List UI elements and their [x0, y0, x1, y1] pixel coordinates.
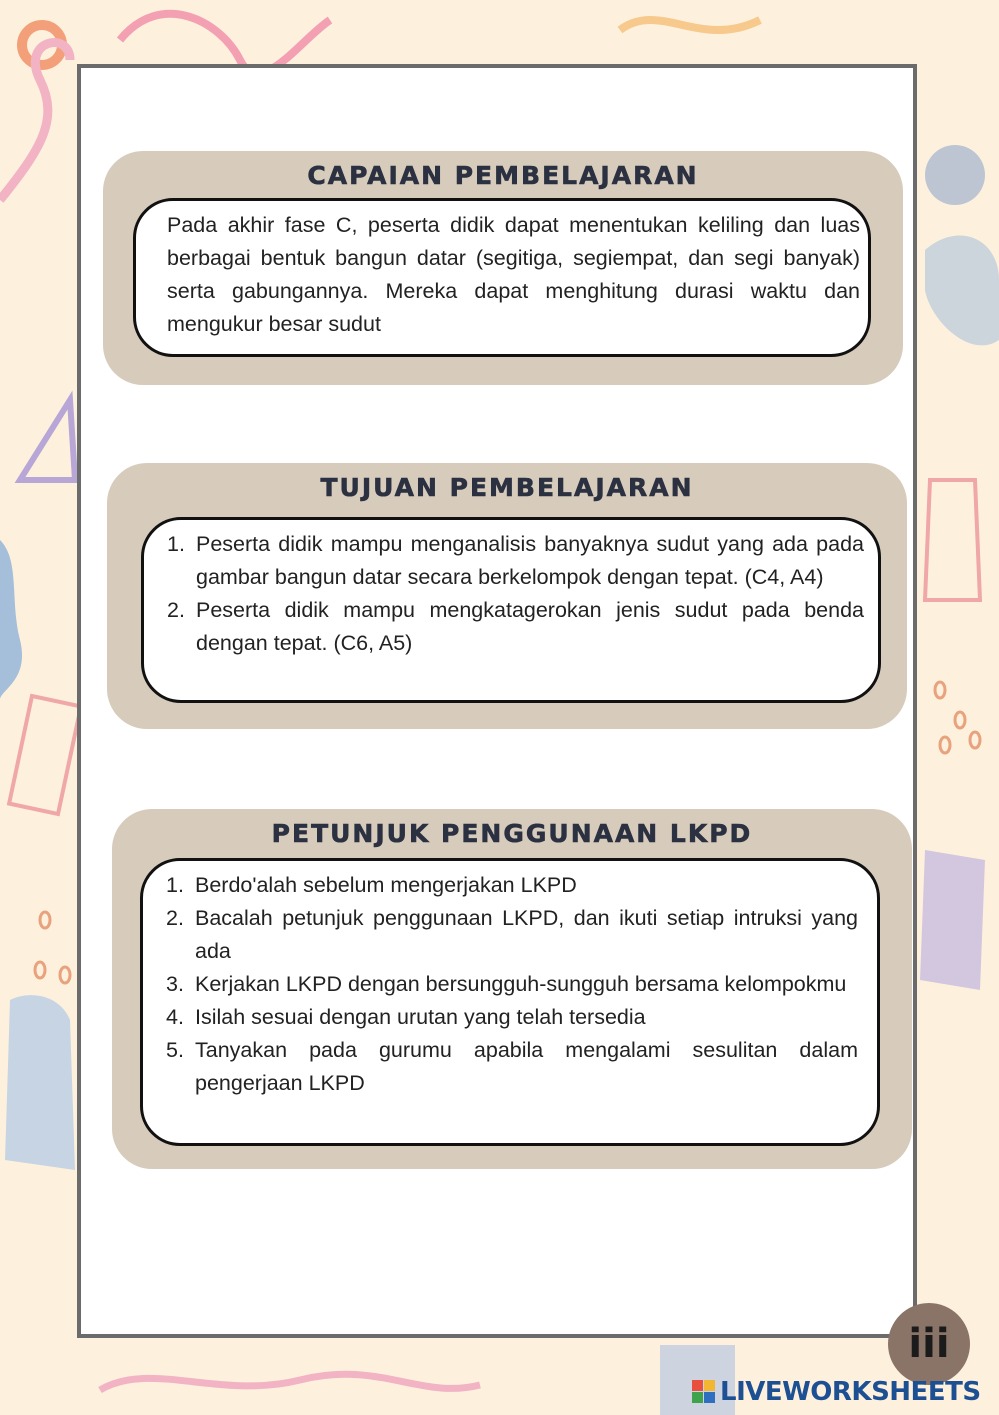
notebook-icon: [9, 696, 81, 814]
list-item-text: Berdo'alah sebelum mengerjakan LKPD: [195, 873, 577, 897]
purple-book-icon: [920, 850, 985, 990]
list-item: [167, 528, 864, 594]
list-item-number: 4.: [166, 1005, 184, 1029]
list-item-number: 2.: [167, 598, 185, 622]
dots-left-icon: [35, 912, 70, 983]
list-item-number: 2.: [166, 906, 184, 930]
list-item: [166, 1034, 858, 1100]
petunjuk-card: [140, 858, 880, 1146]
capaian-paragraph: Pada akhir fase C, peserta didik dapat menentukan keliling dan luas berbagai bentuk bangun datar (segitiga, segiempat, dan segi banyak) serta gabungannya. Mereka dapat menghitung durasi waktu dan mengukur besar sudut: [167, 213, 860, 336]
blue-blob-icon: [925, 145, 985, 205]
list-item: [166, 902, 858, 968]
list-item: [166, 869, 858, 902]
yellow-squiggle-icon: [620, 20, 760, 30]
petunjuk-list: [166, 869, 858, 1100]
backpack-icon: [5, 995, 75, 1170]
page-number-badge: iii: [888, 1303, 970, 1385]
bottom-squiggle-icon: [100, 1374, 480, 1390]
petunjuk-title: PETUNJUK PENGGUNAAN LKPD: [271, 819, 753, 848]
list-item-text: Peserta didik mampu menganalisis banyaknya sudut yang ada pada gambar bangun datar secara berkelompok dengan tepat. (C4, A4): [196, 532, 864, 589]
tujuan-card: [141, 517, 881, 703]
tujuan-panel: [107, 463, 907, 729]
list-item-text: Kerjakan LKPD dengan bersungguh-sungguh bersama kelompokmu: [195, 972, 847, 996]
triangle-ruler-icon: [20, 400, 75, 480]
petunjuk-panel: [112, 809, 912, 1169]
blue-shape-icon: [925, 236, 999, 346]
list-item-number: 5.: [166, 1038, 184, 1062]
tujuan-title: TUJUAN PEMBELAJARAN: [320, 473, 694, 502]
capaian-card: [133, 198, 871, 357]
bottle-icon: [925, 480, 980, 600]
liveworksheets-logo-icon: [692, 1380, 716, 1404]
tujuan-list: [167, 528, 864, 660]
brand-name: LIVEWORKSHEETS: [720, 1377, 981, 1407]
blue-left-blob-icon: [0, 540, 22, 700]
list-item: [166, 1001, 858, 1034]
list-item: [166, 968, 858, 1001]
list-item-text: Isilah sesuai dengan urutan yang telah tersedia: [195, 1005, 646, 1029]
list-item-text: Peserta didik mampu mengkatagerokan jenis sudut pada benda dengan tepat. (C6, A5): [196, 598, 864, 655]
capaian-panel: [103, 151, 903, 385]
list-item-number: 1.: [167, 532, 185, 556]
liveworksheets-brand[interactable]: [692, 1377, 981, 1407]
capaian-title: CAPAIAN PEMBELAJARAN: [307, 161, 699, 190]
list-item-number: 1.: [166, 873, 184, 897]
list-item-number: 3.: [166, 972, 184, 996]
dots-right-icon: [935, 682, 980, 753]
list-item: [167, 594, 864, 660]
worksheet-page: [77, 64, 917, 1338]
list-item-text: Bacalah petunjuk penggunaan LKPD, dan ikuti setiap intruksi yang ada: [195, 906, 858, 963]
pink-squiggle-icon: [0, 43, 70, 200]
list-item-text: Tanyakan pada gurumu apabila mengalami sesulitan dalam pengerjaan LKPD: [195, 1038, 858, 1095]
